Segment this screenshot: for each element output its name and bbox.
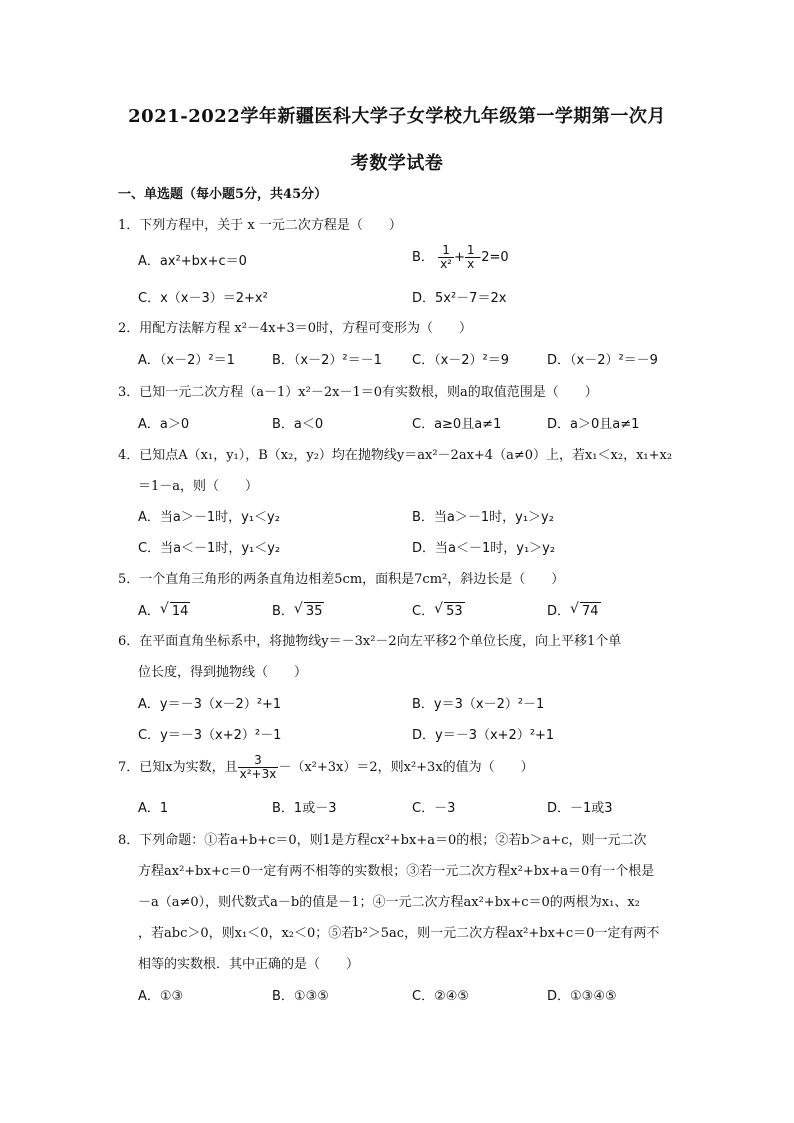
question-2-option-d: D．（x－2）²＝－9 [547, 353, 658, 368]
sqrt-symbol: √ [159, 601, 169, 617]
question-1-stem: 1．下列方程中，关于 x 一元二次方程是（ ） [118, 218, 402, 233]
question-7-stem [118, 754, 534, 781]
question-7-option-a: A．1 [138, 801, 169, 816]
question-4-option-a: A．当a＞－1时，y₁＜y₂ [138, 510, 280, 525]
radicand: 53 [446, 604, 463, 619]
sqrt-radical [160, 602, 191, 621]
question-8-option-a: A．①③ [138, 989, 184, 1004]
page-title-line1: 2021-2022学年新疆医科大学子女学校九年级第一学期第一次月 [128, 106, 666, 127]
option-prefix: D． [547, 604, 571, 619]
question-3-option-d: D．a＞0且a≠1 [547, 417, 640, 432]
question-8-option-d: D．①③④⑤ [547, 989, 617, 1004]
question-5-option-d [547, 602, 601, 621]
option-prefix: B． [272, 604, 294, 619]
question-8-option-c: C．②④⑤ [412, 989, 470, 1004]
question-7-option-b: B．1或－3 [272, 801, 337, 816]
fraction-1-over-x-squared [438, 244, 454, 271]
question-6-option-a: A．y＝－3（x－2）²+1 [138, 697, 282, 712]
question-5-option-b [272, 602, 324, 621]
fraction-numerator: 1 [466, 243, 475, 257]
fraction-denominator: x²+3x [239, 767, 277, 781]
question-3-option-b: B．a＜0 [272, 417, 324, 432]
question-4-option-b: B．当a＞－1时，y₁＞y₂ [412, 510, 554, 525]
question-8-line4: ，若abc＞0，则x₁＜0，x₂＜0；⑤若b²＞5ac，则一元二次方程ax²+bx+c＝0一定有两不 [138, 926, 660, 941]
sqrt-radical [294, 602, 325, 621]
fraction-numerator: 3 [238, 754, 279, 768]
question-3-option-a: A．a＞0 [138, 417, 190, 432]
plus-sign: + [453, 250, 465, 265]
sqrt-symbol: √ [434, 601, 443, 617]
radicand: 14 [171, 604, 189, 619]
question-6-option-c: C．y＝－3（x+2）²－1 [138, 728, 282, 743]
question-7-prefix: 7．已知x为实数，且 [118, 760, 238, 775]
question-2-stem: 2．用配方法解方程 x²－4x+3＝0时，方程可变形为（ ） [118, 321, 472, 336]
question-7-option-d: D．－1或3 [547, 801, 613, 816]
question-5-option-c [412, 602, 465, 621]
sqrt-symbol: √ [570, 601, 579, 617]
page-title-line2: 考数学试卷 [350, 153, 444, 174]
question-4-option-c: C．当a＜－1时，y₁＜y₂ [138, 541, 281, 556]
question-1-option-d: D．5x²－7＝2x [412, 291, 507, 306]
question-7-suffix: －（x²+3x）＝2，则x²+3x的值为（ ） [278, 760, 534, 775]
question-2-option-c: C．（x－2）²＝9 [412, 353, 510, 368]
question-8-line3: －a（a≠0），则代数式a－b的值是－1；④一元二次方程ax²+bx+c＝0的两根为x₁、x₂ [138, 895, 640, 910]
question-4-stem-line1: 4．已知点A（x₁，y₁），B（x₂，y₂）均在抛物线y＝ax²－2ax+4（a≠0）上，若x₁＜x₂，x₁+x₂ [118, 448, 673, 463]
question-6-option-d: D．y＝－3（x+2）²+1 [412, 728, 555, 743]
question-4-option-d: D．当a＜－1时，y₁＞y₂ [412, 541, 556, 556]
option-b-suffix: -2=0 [476, 250, 509, 265]
fraction-denominator: x² [440, 257, 452, 271]
question-2-option-a: A．（x－2）²＝1 [138, 353, 235, 368]
question-4-stem-line2: ＝1－a，则（ ） [138, 479, 259, 494]
question-3-stem: 3．已知一元二次方程（a－1）x²－2x－1＝0有实数根，则a的取值范围是（ ） [118, 385, 598, 400]
question-7-option-c: C．－3 [412, 801, 456, 816]
option-prefix: C． [412, 604, 435, 619]
radicand: 74 [582, 604, 599, 619]
question-8-line1: 8．下列命题：①若a+b+c＝0，则1是方程cx²+bx+a＝0的根；②若b＞a+c，则一元二次 [118, 833, 647, 848]
fraction-1-over-x [465, 244, 477, 271]
fraction-denominator: x [467, 257, 475, 271]
fraction-numerator: 1 [438, 244, 454, 258]
question-8-option-b: B．①③⑤ [272, 989, 329, 1004]
question-1-option-c: C．x（x－3）＝2+x² [138, 291, 268, 306]
option-b-prefix: B． [412, 250, 434, 265]
question-1-option-b [412, 244, 509, 271]
question-6-option-b: B．y＝3（x－2）²－1 [412, 697, 545, 712]
sqrt-symbol: √ [293, 601, 303, 617]
sqrt-radical [570, 602, 601, 621]
question-6-stem-line2: 位长度，得到抛物线（ ） [138, 665, 308, 680]
question-3-option-c: C．a≥0且a≠1 [412, 417, 502, 432]
question-1-option-a: A．ax²+bx+c＝0 [138, 254, 247, 269]
question-8-line2: 方程ax²+bx+c＝0一定有两不相等的实数根；③若一元二次方程x²+bx+a＝0有一个根是 [138, 864, 655, 879]
question-5-stem: 5．一个直角三角形的两条直角边相差5cm，面积是7cm²，斜边长是（ ） [118, 572, 565, 587]
question-2-option-b: B．（x－2）²＝－1 [272, 353, 382, 368]
option-prefix: A． [138, 604, 160, 619]
radicand: 35 [305, 604, 323, 619]
question-6-stem-line1: 6．在平面直角坐标系中，将抛物线y＝－3x²－2向左平移2个单位长度，向上平移1个单 [118, 634, 622, 649]
fraction-3-over-x2-plus-3x [238, 754, 279, 781]
section-heading: 一、单选题（每小题5分，共45分） [118, 187, 328, 202]
question-5-option-a [138, 602, 190, 621]
sqrt-radical [434, 602, 465, 621]
question-8-line5: 相等的实数根．其中正确的是（ ） [138, 957, 360, 972]
